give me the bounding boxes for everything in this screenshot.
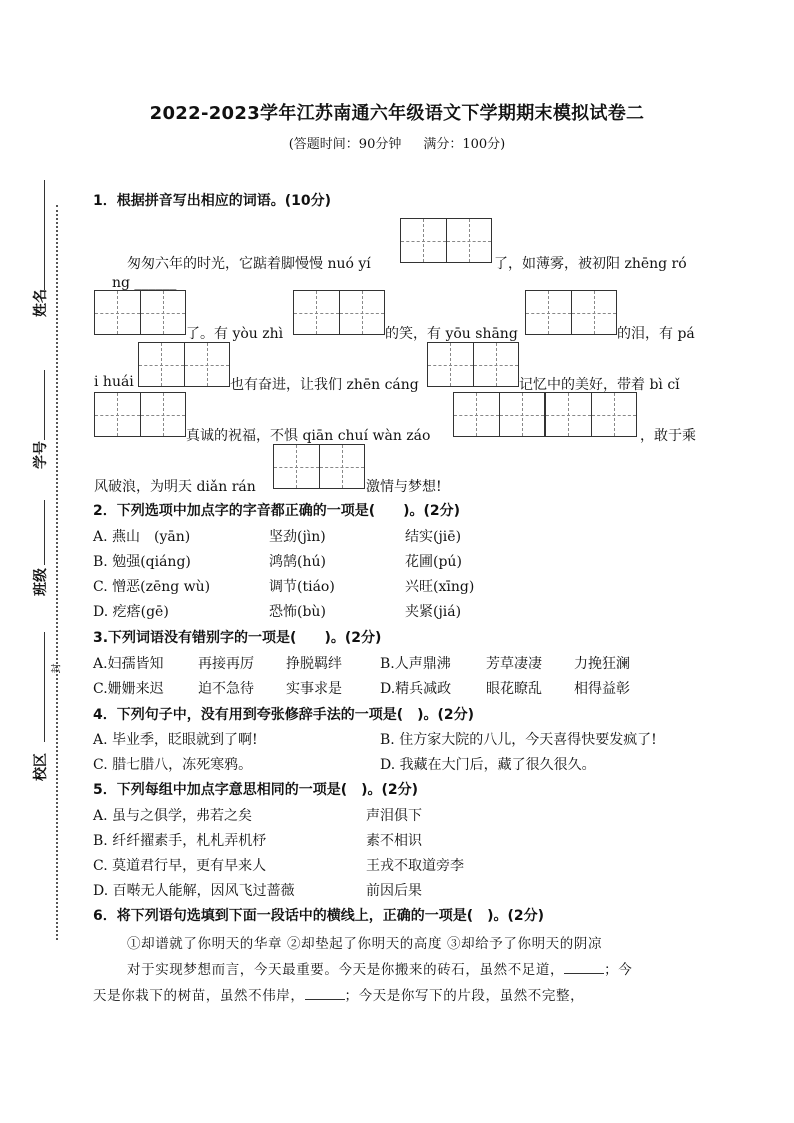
q1-line2b: 的笑，有 yōu shāng [385, 326, 518, 342]
seal-mark: 封 [51, 663, 63, 674]
answer-grid-9[interactable] [273, 444, 365, 489]
q2-a-2: 坚劲(jìn) [269, 529, 326, 545]
q1-line5a: 风破浪，为明天 diǎn rán [94, 479, 256, 495]
q2-c-1: C. 憎恶(zēng wù) [93, 579, 211, 595]
answer-grid-8a[interactable] [453, 392, 545, 437]
q6-para-line1 [127, 958, 632, 978]
q4-c: C. 腊七腊八，冻死寒鸦。 [93, 757, 253, 773]
q2-a-1: A. 燕山 (yān) [93, 529, 191, 545]
q2-b-3: 花圃(pú) [405, 554, 462, 570]
q5-c-2: 王戎不取道旁李 [366, 858, 464, 874]
q2-c-2: 调节(tiáo) [269, 579, 335, 595]
page-title: 2022-2023学年江苏南通六年级语文下学期期末模拟试卷二 [149, 103, 645, 124]
q5-c-1: C. 莫道君行早，更有早来人 [93, 858, 267, 874]
q5-a-2: 声泪俱下 [366, 808, 422, 824]
name-blank-line [44, 180, 45, 290]
q6-para-line1-tail: ；今 [604, 962, 633, 978]
seal-dotted-line [56, 205, 58, 940]
q5-d-1: D. 百啭无人能解，因风飞过蔷薇 [93, 883, 295, 899]
q3-title: 3.下列词语没有错别字的一项是( )。(2分) [93, 630, 382, 646]
q6-para-line2-text: 天是你栽下的树苗，虽然不伟岸， [93, 988, 305, 1004]
answer-grid-7[interactable] [94, 392, 186, 437]
q2-d-1: D. 疙瘩(gē) [93, 604, 169, 620]
q2-d-3: 夹紧(jiá) [405, 604, 462, 620]
q2-b-1: B. 勉强(qiáng) [93, 554, 191, 570]
q1-line1b: 了，如薄雾，被初阳 zhēng ró [494, 256, 687, 272]
q3-r1-5: 芳草凄凄 [486, 656, 542, 672]
q3-r2-6: 相得益彰 [574, 681, 630, 697]
q6-para-line2 [93, 984, 584, 1004]
q5-d-2: 前因后果 [366, 883, 422, 899]
q1-title: 1．根据拼音写出相应的词语。(10分) [93, 193, 332, 209]
q1-line4a: 真诚的祝福，不惧 qiān chuí wàn záo [186, 428, 431, 444]
q3-r1-2: 再接再厉 [198, 656, 254, 672]
q3-r2-1: C.姗姗来迟 [93, 681, 164, 697]
q6-para-line1-text: 对于实现梦想而言，今天最重要。今天是你搬来的砖石，虽然不足道， [127, 962, 565, 978]
id-blank-line [44, 370, 45, 440]
q6-blank-1[interactable] [564, 973, 604, 974]
q3-r2-4: D.精兵减政 [380, 681, 452, 697]
answer-grid-2[interactable] [94, 290, 186, 335]
id-label: 学号 [33, 441, 49, 469]
q4-d: D. 我藏在大门后，藏了很久很久。 [380, 757, 596, 773]
q1-line3a: i huái [94, 374, 134, 390]
q2-a-3: 结实(jiē) [405, 529, 462, 545]
exam-time: (答题时间：90分钟 [288, 137, 402, 152]
q6-options: ①却谱就了你明天的华章 ②却垫起了你明天的高度 ③却给予了你明天的阴凉 [127, 936, 603, 952]
q1-line4b: ，敢于乘 [640, 428, 696, 444]
school-label: 校区 [33, 753, 49, 781]
exam-score: 满分：100分) [423, 137, 506, 152]
q1-line2a: 了。有 yòu zhì [186, 326, 284, 342]
class-blank-line [44, 500, 45, 565]
class-label: 班级 [33, 568, 49, 596]
q4-b: B. 住方家大院的八儿，今天喜得快要发疯了! [380, 732, 657, 748]
q1-line1c: ng ______ [112, 275, 177, 291]
q6-blank-2[interactable] [305, 999, 345, 1000]
answer-grid-1[interactable] [400, 218, 492, 263]
q3-r1-4: B.人声鼎沸 [380, 656, 451, 672]
q3-r2-2: 迫不急待 [198, 681, 254, 697]
name-label: 姓名 [33, 289, 49, 317]
q1-line2c: 的泪，有 pá [617, 326, 695, 342]
q1-line3c: 记忆中的美好，带着 bì cǐ [519, 377, 680, 393]
q5-title: 5．下列每组中加点字意思相同的一项是( )。(2分) [93, 782, 419, 798]
q5-b-1: B. 纤纤擢素手，札札弄机杼 [93, 833, 267, 849]
q2-c-3: 兴旺(xīng) [405, 579, 475, 595]
answer-grid-8b[interactable] [545, 392, 637, 437]
q3-r1-6: 力挽狂澜 [574, 656, 630, 672]
q2-d-2: 恐怖(bù) [269, 604, 326, 620]
q6-title: 6．将下列语句选填到下面一段话中的横线上，正确的一项是( )。(2分) [93, 908, 545, 924]
answer-grid-3[interactable] [293, 290, 385, 335]
q4-a: A. 毕业季，眨眼就到了啊! [93, 732, 258, 748]
answer-grid-6[interactable] [427, 342, 519, 387]
q2-b-2: 鸿鹄(hú) [269, 554, 326, 570]
answer-grid-4[interactable] [525, 290, 617, 335]
q5-b-2: 素不相识 [366, 833, 422, 849]
q6-para-line2-tail: ；今天是你写下的片段，虽然不完整， [344, 988, 585, 1004]
q5-a-1: A. 虽与之俱学，弗若之矣 [93, 808, 253, 824]
q1-line5b: 激情与梦想! [366, 479, 442, 495]
q1-line3b: 也有奋进，让我们 zhēn cáng [230, 377, 419, 393]
q3-r2-3: 实事求是 [286, 681, 342, 697]
school-blank-line [44, 632, 45, 742]
q3-r1-1: A.妇孺皆知 [93, 656, 164, 672]
q3-r2-5: 眼花瞭乱 [486, 681, 542, 697]
exam-info [0, 133, 794, 152]
q4-title: 4．下列句子中，没有用到夸张修辞手法的一项是( )。(2分) [93, 707, 475, 723]
q2-title: 2．下列选项中加点字的字音都正确的一项是( )。(2分) [93, 503, 461, 519]
answer-grid-5[interactable] [138, 342, 230, 387]
q3-r1-3: 挣脱羁绊 [286, 656, 342, 672]
q1-line1a: 匆匆六年的时光，它踮着脚慢慢 nuó yí [127, 256, 371, 272]
